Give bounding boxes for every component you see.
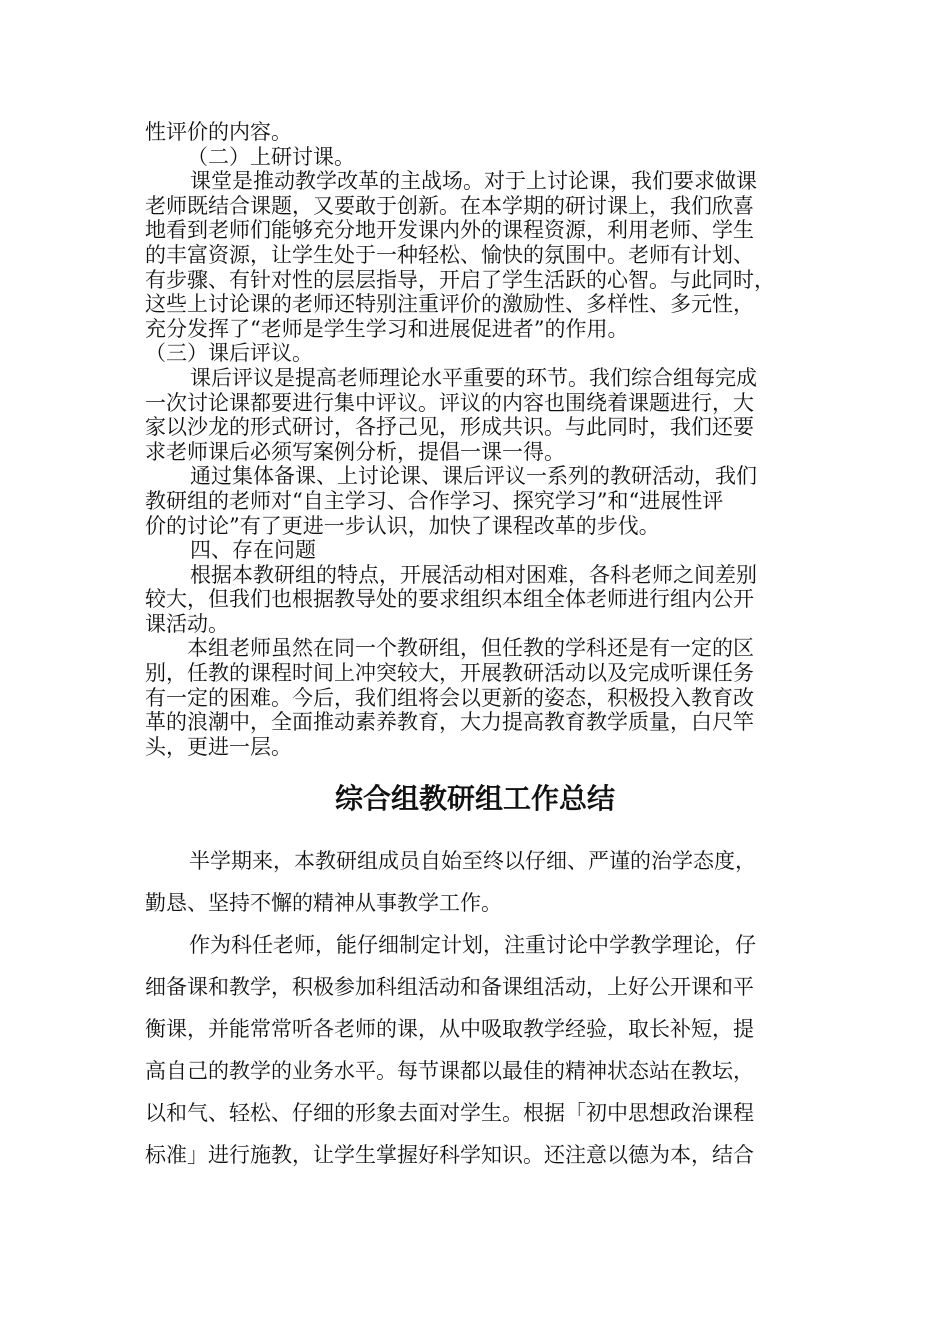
text-line: 有步骤、有针对性的层层指导，开启了学生活跃的心智。与此同时， (145, 267, 775, 292)
text-line: 老师既结合课题，又要敢于创新。在本学期的研讨课上，我们欣喜 (145, 193, 754, 218)
text-line: 革的浪潮中，全面推动素养教育，大力提高教育教学质量，白尺竿 (145, 710, 754, 735)
text-line: 别，任教的课程时间上冲突较大，开展教研活动以及完成听课任务 (145, 661, 754, 686)
text-line: 课堂是推动教学改革的主战场。对于上讨论课，我们要求做课 (190, 169, 757, 194)
text-line: 这些上讨论课的老师还特别注重评价的激励性、多样性、多元性， (145, 292, 754, 317)
text-line: 标准」进行施教，让学生掌握好科学知识。还注意以德为本，结合 (145, 1143, 754, 1167)
section-heading: （三）课后评议。 (145, 341, 313, 366)
summary-body-text (145, 840, 820, 1176)
document-title: 综合组教研组工作总结 (334, 782, 615, 815)
section-heading: （二）上研讨课。 (187, 144, 355, 169)
text-line: 性评价的内容。 (145, 120, 292, 144)
text-line: 头，更进一层。 (145, 734, 292, 759)
text-line: 求老师课后必须写案例分析，提倡一课一得。 (145, 439, 565, 464)
text-line: 细备课和教学，积极参加科组活动和备课组活动，上好公开课和平 (145, 975, 754, 999)
text-line: 的丰富资源，让学生处于一种轻松、愉快的氛围中。老师有计划、 (145, 242, 754, 267)
text-line: 通过集体备课、上讨论课、课后评议一系列的教研活动，我们 (190, 464, 757, 489)
text-line: 家以沙龙的形式研讨，各抒己见，形成共识。与此同时，我们还要 (145, 415, 754, 440)
text-line: 地看到老师们能够充分地开发课内外的课程资源，利用老师、学生 (145, 218, 754, 243)
text-line: 充分发挥了“老师是学生学习和进展促进者”的作用。 (145, 316, 629, 341)
text-line: 高自己的教学的业务水平。每节课都以最佳的精神状态站在教坛， (145, 1059, 754, 1083)
text-line: 课活动。 (145, 611, 229, 636)
text-line: 有一定的困难。今后，我们组将会以更新的姿态，积极投入教育改 (145, 685, 754, 710)
text-line: 根据本教研组的特点，开展活动相对困难，各科老师之间差别 (190, 562, 757, 587)
text-line: 作为科任老师，能仔细制定计划，注重讨论中学教学理论，仔 (189, 933, 756, 957)
text-line: 勤恳、坚持不懈的精神从事教学工作。 (145, 891, 502, 915)
text-line: 课后评议是提高老师理论水平重要的环节。我们综合组每完成 (190, 365, 757, 390)
text-line: 较大，但我们也根据教导处的要求组织本组全体老师进行组内公开 (145, 587, 754, 612)
previous-section-text (145, 120, 820, 759)
text-line: 衡课，并能常常听各老师的课，从中吸取教学经验，取长补短，提 (145, 1017, 754, 1041)
text-line: 一次讨论课都要进行集中评议。评议的内容也围绕着课题进行，大 (145, 390, 754, 415)
text-line: 以和气、轻松、仔细的形象去面对学生。根据「初中思想政治课程 (145, 1101, 754, 1125)
section-heading: 四、存在问题 (190, 538, 316, 563)
text-line: 价的讨论”有了更进一步认识，加快了课程改革的步伐。 (145, 513, 660, 538)
text-line: 本组老师虽然在同一个教研组，但任教的学科还是有一定的区 (187, 636, 754, 661)
text-line: 半学期来，本教研组成员自始至终以仔细、严谨的治学态度， (189, 849, 756, 873)
text-line: 教研组的老师对“自主学习、合作学习、探究学习”和“进展性评 (145, 488, 724, 513)
